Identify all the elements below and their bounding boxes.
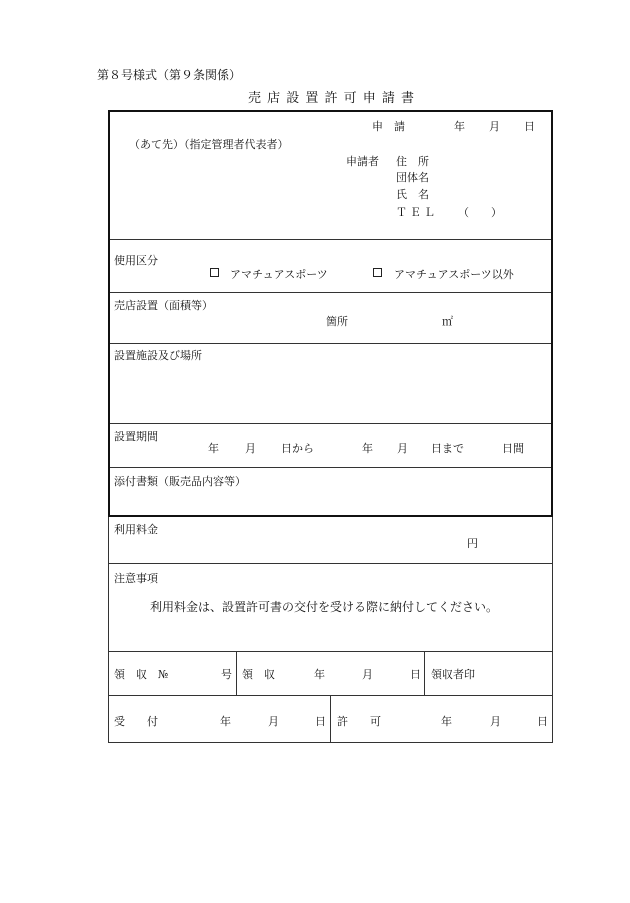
amateur-checkbox[interactable] — [210, 268, 219, 277]
period-end-month: 月 — [397, 442, 408, 455]
received-day: 日 — [410, 668, 421, 681]
period-days: 日間 — [502, 442, 524, 455]
divider-attachments — [110, 467, 551, 468]
org-label: 団体名 — [396, 171, 429, 184]
receipt-number-unit: 号 — [221, 668, 232, 681]
tel-parens: （ ） — [458, 206, 502, 219]
store-area-unit: ㎡ — [442, 315, 453, 328]
received-label: 領 収 — [242, 668, 275, 681]
non-amateur-option-label: アマチュアスポーツ以外 — [394, 268, 514, 281]
period-end-day: 日まで — [431, 442, 464, 455]
non-amateur-checkbox[interactable] — [373, 268, 382, 277]
period-start-month: 月 — [245, 442, 256, 455]
permit-label: 許 可 — [337, 715, 381, 728]
frame-left — [108, 515, 109, 743]
reception-year: 年 — [220, 715, 231, 728]
amateur-option-label: アマチュアスポーツ — [230, 268, 328, 281]
received-month: 月 — [362, 668, 373, 681]
name-label: 氏 名 — [396, 188, 429, 201]
addressee: （あて先）（指定管理者代表者） — [129, 138, 289, 151]
divider-period — [110, 423, 551, 424]
receipt-sep-2 — [424, 651, 425, 695]
frame-right — [552, 515, 553, 743]
reception-month: 月 — [268, 715, 279, 728]
reception-sep — [330, 695, 331, 742]
fee-unit: 円 — [467, 537, 478, 550]
address-label: 住 所 — [396, 155, 429, 168]
form-number: 第８号様式（第９条関係） — [97, 68, 242, 82]
frame-bottom — [108, 742, 553, 743]
notes-label: 注意事項 — [114, 572, 158, 585]
period-end-year: 年 — [362, 442, 373, 455]
reception-day: 日 — [315, 715, 326, 728]
notes-text: 利用料金は、設置許可書の交付を受ける際に納付してください。 — [150, 600, 499, 614]
permit-year: 年 — [441, 715, 452, 728]
usage-label: 使用区分 — [114, 254, 158, 267]
receipt-number-label: 領 収 № — [114, 668, 169, 681]
received-year: 年 — [314, 668, 325, 681]
period-start-year: 年 — [208, 442, 219, 455]
facility-label: 設置施設及び場所 — [114, 349, 202, 362]
application-day: 日 — [524, 120, 535, 133]
application-year: 年 — [454, 120, 465, 133]
attachments-label: 添付書類（販売品内容等） — [114, 475, 246, 488]
receiver-seal-label: 領収者印 — [431, 668, 475, 681]
tel-label: ＴＥＬ — [396, 206, 438, 219]
divider-usage — [110, 239, 551, 240]
form-title: 売 店 設 置 許 可 申 請 書 — [248, 91, 416, 106]
applicant-label: 申請者 — [346, 155, 379, 168]
permit-day: 日 — [537, 715, 548, 728]
application-date-label: 申 請 — [372, 120, 405, 133]
divider-receipt — [108, 651, 553, 652]
store-label: 売店設置（面積等） — [114, 299, 213, 312]
application-month: 月 — [489, 120, 500, 133]
store-count-unit: 箇所 — [326, 315, 348, 328]
divider-store — [110, 292, 551, 293]
period-label: 設置期間 — [114, 430, 158, 443]
reception-label: 受 付 — [114, 715, 158, 728]
fee-label: 利用料金 — [114, 523, 158, 536]
period-start-day: 日から — [281, 442, 314, 455]
permit-month: 月 — [490, 715, 501, 728]
divider-facility — [110, 343, 551, 344]
receipt-sep-1 — [236, 651, 237, 695]
divider-notes — [108, 563, 553, 564]
